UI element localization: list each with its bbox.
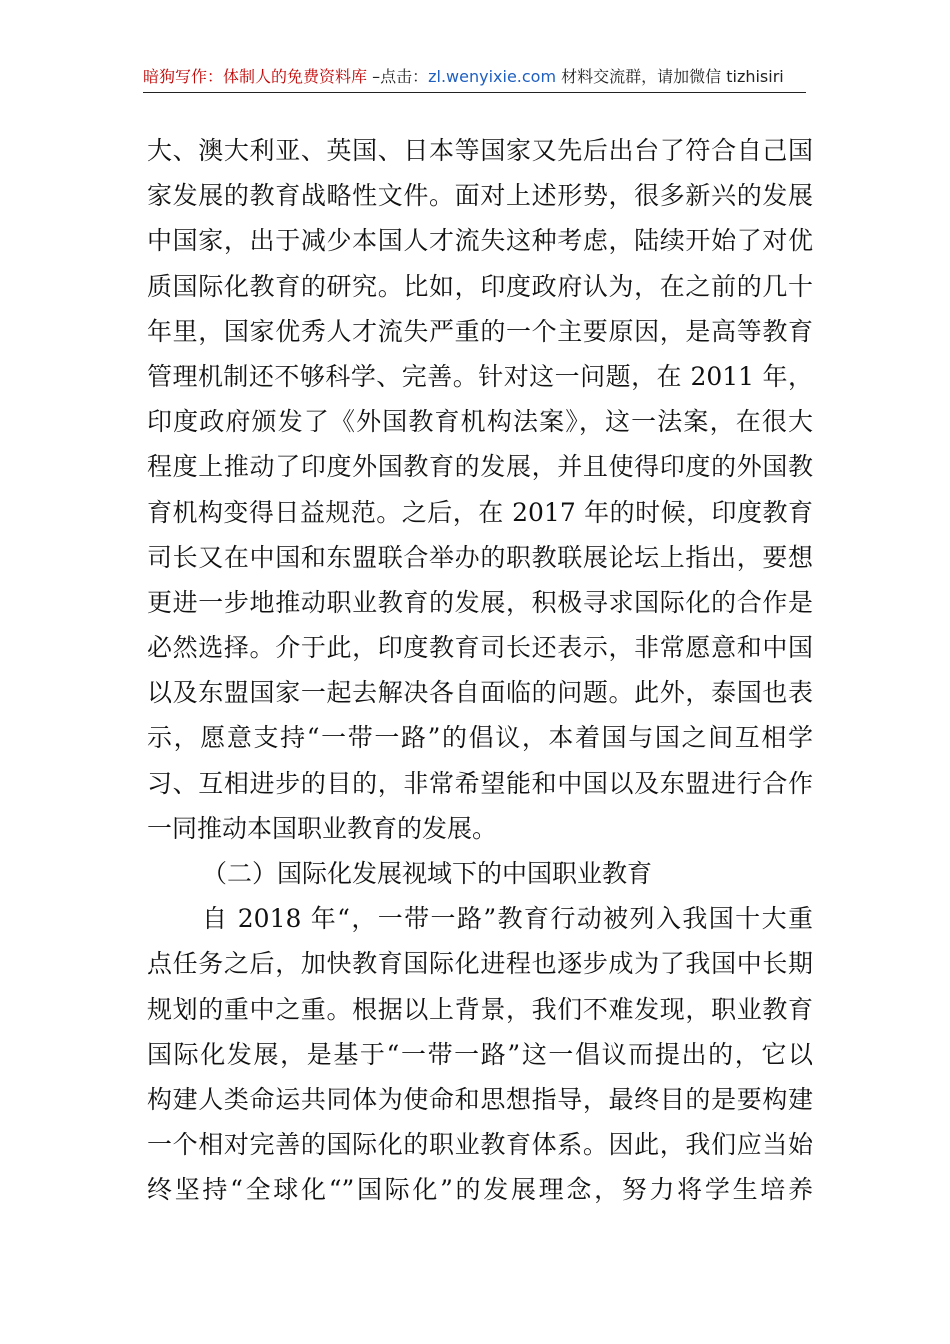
body-line-2: 家发展的教育战略性文件。面对上述形势，很多新兴的发展 [147, 181, 813, 211]
body-line-16: 一同推动本国职业教育的发展。 [147, 813, 498, 843]
body-line-21: 国际化发展，是基于“一带一路”这一倡议而提出的，它以 [147, 1039, 813, 1069]
body-line-10: 司长又在中国和东盟联合举办的职教联展论坛上指出，要想 [147, 542, 813, 572]
body-line-13: 以及东盟国家一起去解决各自面临的问题。此外，泰国也表 [147, 678, 813, 708]
body-line-3: 中国家，出于减少本国人才流失这种考虑，陆续开始了对优 [147, 226, 813, 256]
body-line-19: 点任务之后，加快教育国际化进程也逐步成为了我国中长期 [147, 949, 813, 979]
body-line-7: 印度政府颁发了《外国教育机构法案》，这一法案，在很大 [147, 407, 813, 437]
body-line-4: 质国际化教育的研究。比如，印度政府认为，在之前的几十 [147, 271, 813, 301]
body-line-11: 更进一步地推动职业教育的发展，积极寻求国际化的合作是 [147, 587, 813, 617]
section-heading: （二）国际化发展视域下的中国职业教育 [202, 859, 653, 888]
body-line-8: 程度上推动了印度外国教育的发展，并且使得印度的外国教 [147, 452, 813, 482]
header-link[interactable]: zl.wenyixie.com [428, 67, 557, 86]
header-separator: –点击： [367, 67, 429, 86]
body-line-5: 年里，国家优秀人才流失严重的一个主要原因，是高等教育 [147, 316, 813, 346]
body-line-18: 自 2018 年“，一带一路”教育行动被列入我国十大重 [202, 904, 813, 934]
body-line-6: 管理机制还不够科学、完善。针对这一问题，在 2011 年， [147, 361, 813, 391]
body-line-22: 构建人类命运共同体为使命和思想指导，最终目的是要构建 [147, 1084, 813, 1114]
body-line-1: 大、澳大利亚、英国、日本等国家又先后出台了符合自己国 [147, 136, 813, 165]
body-line-9: 育机构变得日益规范。之后，在 2017 年的时候，印度教育 [147, 497, 813, 527]
body-line-23: 一个相对完善的国际化的职业教育体系。因此，我们应当始 [147, 1130, 813, 1160]
body-line-24: 终坚持“全球化“”国际化”的发展理念，努力将学生培养 [147, 1175, 813, 1205]
page-header [143, 62, 806, 93]
header-brand: 暗狗写作：体制人的免费资料库 [143, 67, 368, 86]
document-body [147, 128, 813, 1213]
header-tail: 材料交流群，请加微信 tizhisiri [556, 67, 784, 86]
body-line-14: 示，愿意支持“一带一路”的倡议，本着国与国之间互相学 [147, 723, 813, 753]
body-line-15: 习、互相进步的目的，非常希望能和中国以及东盟进行合作 [147, 768, 813, 798]
body-line-20: 规划的重中之重。根据以上背景，我们不难发现，职业教育 [147, 994, 813, 1024]
body-line-12: 必然选择。介于此，印度教育司长还表示，非常愿意和中国 [147, 633, 813, 663]
